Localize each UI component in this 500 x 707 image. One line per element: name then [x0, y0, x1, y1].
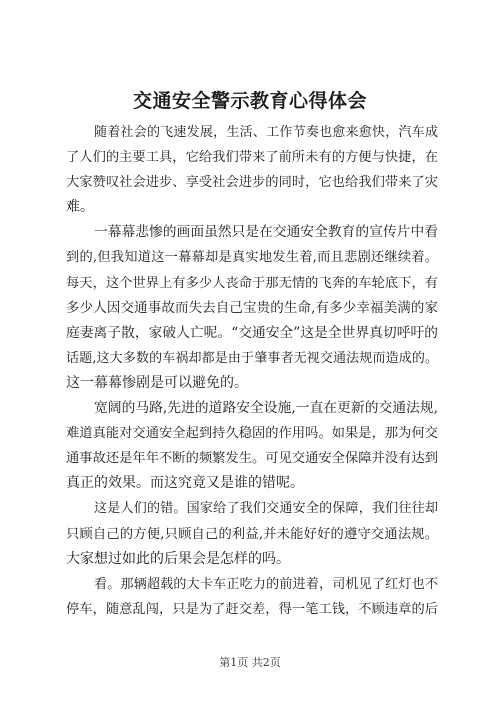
text-line: 难道真能对交通安全起到持久稳固的作用吗。如果是，那为何交: [66, 426, 438, 442]
paragraph-1: [66, 120, 438, 220]
text-line: 宽阔的马路,先进的道路安全设施,一直在更新的交通法规,: [94, 400, 438, 417]
text-line: 庭妻离子散，家破人亡呢。“交通安全”这是全世界真切呼吁的: [66, 324, 438, 341]
text-line: 真正的效果。而这究竟又是谁的错呢。: [66, 475, 304, 492]
text-line: 通事故还是年年不断的频繁发生。可见交通安全保障并没有达到: [66, 451, 438, 467]
text-line: 每天，这个世界上有多少人丧命于那无情的飞奔的车轮底下，有: [66, 275, 438, 291]
paragraph-5: [66, 572, 438, 622]
text-line: 一幕幕悲惨的画面虽然只是在交通安全教育的宣传片中看: [94, 224, 438, 241]
text-line: 看。那辆超载的大卡车正吃力的前进着，司机见了红灯也不: [94, 576, 438, 592]
paragraph-2: [66, 220, 438, 396]
text-line: 这是人们的错。国家给了我们交通安全的保障，我们往往却: [94, 501, 438, 517]
text-line: 话题,这大多数的车祸却都是由于肇事者无视交通法规而造成的。: [66, 350, 438, 366]
page-footer: 第1页 共2页: [219, 656, 281, 669]
text-line: 大家赞叹社会进步、享受社会进步的同时，它也给我们带来了灾: [66, 175, 438, 191]
text-line: 了人们的主要工具，它给我们带来了前所未有的方便与快捷，在: [66, 150, 438, 166]
text-line: 只顾自己的方便,只顾自己的利益,并未能好好的遵守交通法规。: [66, 526, 438, 542]
paragraph-4: [66, 496, 438, 571]
text-line: 这一幕幕惨剧是可以避免的。: [66, 374, 248, 391]
text-line: 大家想过如此的后果会是怎样的吗。: [66, 550, 290, 567]
text-line: 多少人因交通事故而失去自己宝贵的生命,有多少幸福美满的家: [66, 299, 438, 316]
document-title: 交通安全警示教育心得体会: [132, 90, 367, 112]
text-line: 到的,但我知道这一幕幕却是真实地发生着,而且悲剧还继续着。: [66, 250, 438, 266]
document-body: [66, 120, 438, 622]
paragraph-3: [66, 396, 438, 496]
text-line: 停车，随意乱闯，只是为了赶交差，得一笔工钱，不顾违章的后: [66, 601, 438, 617]
text-line: 随着社会的飞速发展，生活、工作节奏也愈来愈快，汽车成: [94, 125, 438, 140]
text-line: 难。: [66, 199, 94, 216]
